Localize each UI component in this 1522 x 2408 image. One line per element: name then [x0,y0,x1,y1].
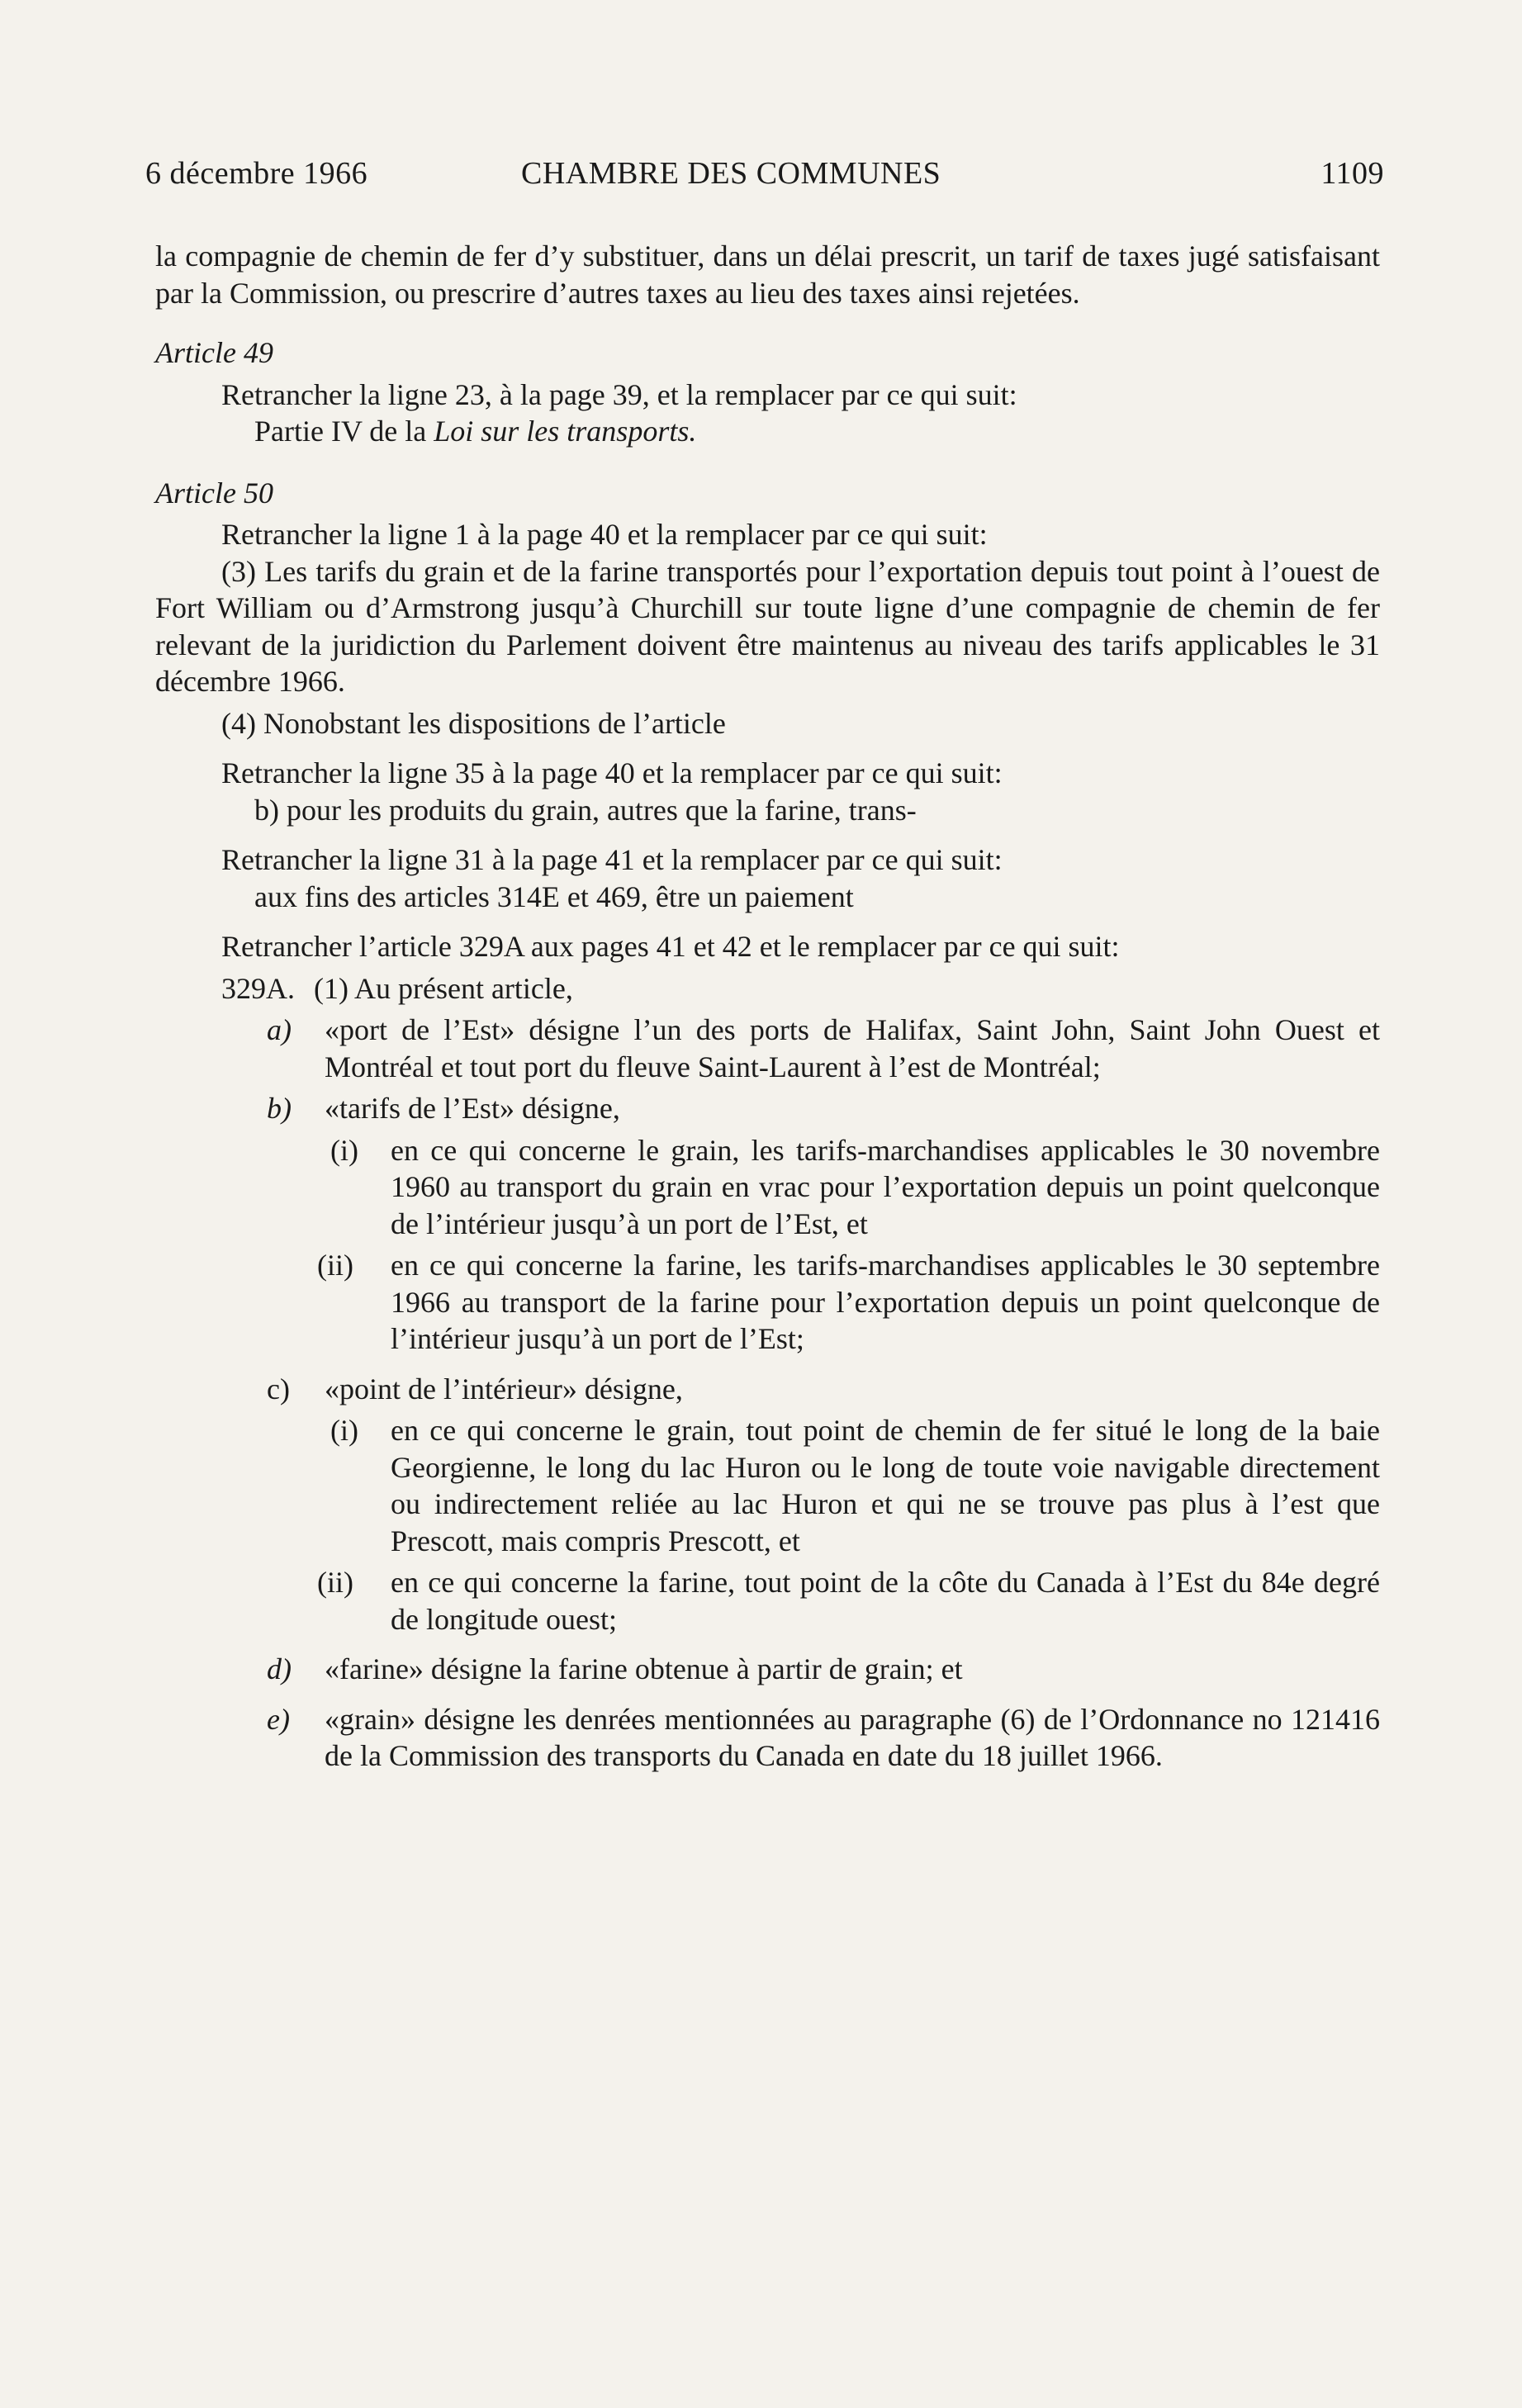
article-50-heading: Article 50 [155,476,273,510]
definition-b [155,1090,1380,1127]
article-49-instruction: Retrancher la ligne 23, à la page 39, et la remplacer par ce qui suit: [221,377,1017,411]
article-50-para-4: (4) Nonobstant les dispositions de l’article [221,706,726,740]
definition-b-i [155,1132,1380,1243]
article-50-replacement-2: b) pour les produits du grain, autres que la farine, trans- [254,793,917,827]
definition-c-text: «point de l’intérieur» désigne, [325,1372,683,1405]
definition-b-ii-text: en ce qui concerne la farine, les tarifs-marchandises applicables le 30 septembre 1966 au transport de la farine pour l’exportation depuis un point quelconque de l’intérieur jusqu’à un port de l’Est; [391,1249,1380,1355]
article-49-replacement-italic: Loi sur les transports. [434,415,697,448]
article-50-para-3: (3) Les tarifs du grain et de la farine transportés pour l’exportation depuis tout point à l’ouest de Fort William ou d’Armstrong jusqu’à Churchill sur toute ligne d’une compagnie de chemin de fer relevant de la juridiction du Parlement doivent être maintenus au niveau des tarifs applicables le 31 décembre 1966. [155,554,1380,698]
article-50-instruction-1: Retrancher la ligne 1 à la page 40 et la remplacer par ce qui suit: [221,518,988,551]
definition-c-ii-label: (ii) [317,1566,353,1599]
definition-d-label: d) [267,1652,292,1685]
definition-b-i-label: (i) [330,1133,358,1167]
definition-b-ii [155,1247,1380,1358]
definition-e-text: «grain» désigne les denrées mentionnées au paragraphe (6) de l’Ordonnance no 121416 de la Commission des transports du Canada en date du 18 juillet 1966. [325,1702,1380,1772]
header-chamber: CHAMBRE DES COMMUNES [521,156,941,191]
definition-d [155,1651,1380,1688]
definition-c-label: c) [267,1372,290,1405]
definition-c-ii [155,1564,1380,1638]
article-50-instruction-3: Retrancher la ligne 31 à la page 41 et la remplacer par ce qui suit: [221,843,1003,876]
definition-e [155,1701,1380,1775]
definition-a-text: «port de l’Est» désigne l’un des ports de Halifax, Saint John, Saint John Ouest et Montréal et tout port du fleuve Saint-Laurent à l’est de Montréal; [325,1013,1380,1083]
definition-b-label: b) [267,1092,292,1125]
definition-d-text: «farine» désigne la farine obtenue à partir de grain; et [325,1652,963,1685]
definition-a-label: a) [267,1013,292,1046]
section-329a-label: 329A. [221,971,295,1005]
article-50-instruction-4: Retrancher l’article 329A aux pages 41 et 42 et le remplacer par ce qui suit: [221,930,1120,963]
definition-b-text: «tarifs de l’Est» désigne, [325,1092,620,1125]
article-49-replacement [155,413,1380,450]
definition-c [155,1371,1380,1408]
definition-c-i-text: en ce qui concerne le grain, tout point de chemin de fer situé le long de la baie Georgienne, le long du lac Huron ou le long de toute voie navigable directement ou indirectement reliée au lac Huron et qui ne se trouve pas plus à l’est que Prescott, mais compris Prescott, et [391,1414,1380,1557]
header-date: 6 décembre 1966 [145,156,368,191]
article-50-instruction-2: Retrancher la ligne 35 à la page 40 et la remplacer par ce qui suit: [221,756,1003,789]
definition-b-ii-label: (ii) [317,1249,353,1282]
article-49-heading: Article 49 [155,336,273,369]
page-number: 1109 [1320,156,1384,191]
definition-e-label: e) [267,1702,290,1736]
definition-c-i [155,1412,1380,1559]
section-329a-text: (1) Au présent article, [314,971,573,1005]
article-50-replacement-3: aux fins des articles 314E et 469, être un paiement [254,879,854,913]
intro-paragraph: la compagnie de chemin de fer d’y substituer, dans un délai prescrit, un tarif de taxes jugé satisfaisant par la Commission, ou prescrire d’autres taxes au lieu des taxes ainsi rejetées. [155,239,1380,310]
section-329a [155,970,1380,1007]
definition-a [155,1012,1380,1085]
definition-b-i-text: en ce qui concerne le grain, les tarifs-marchandises applicables le 30 novembre 1960 au transport du grain en vrac pour l’exportation depuis un point quelconque de l’intérieur jusqu’à un port de l’Est, et [391,1133,1380,1240]
article-49-replacement-prefix: Partie IV de la [254,415,434,448]
definition-c-i-label: (i) [330,1414,358,1447]
definition-c-ii-text: en ce qui concerne la farine, tout point de la côte du Canada à l’Est du 84e degré de longitude ouest; [391,1566,1380,1636]
page-header [145,155,1384,201]
document-body [155,238,1380,1775]
